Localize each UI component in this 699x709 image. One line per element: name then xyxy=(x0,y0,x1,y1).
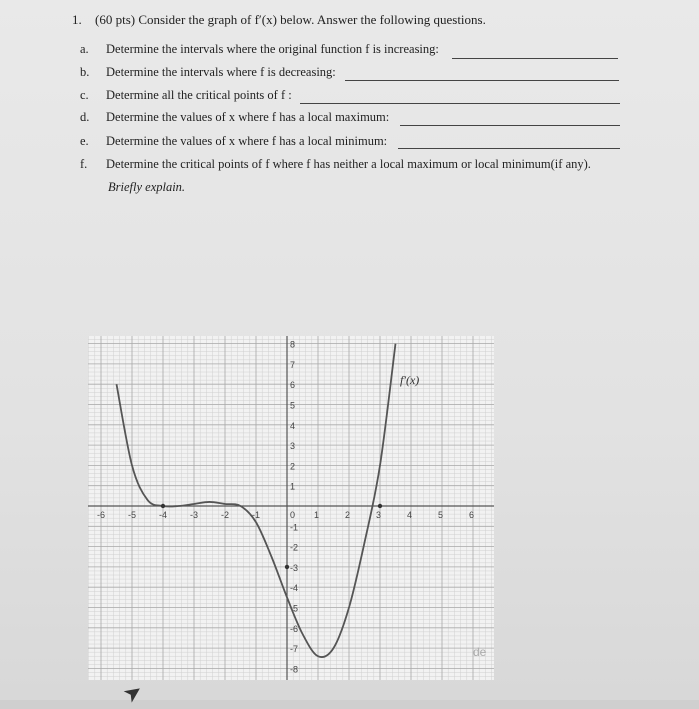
answer-blank-d[interactable] xyxy=(400,125,620,126)
item-text: Determine the critical points of f where f has neither a local maximum or local minimum(if any). xyxy=(106,157,591,171)
y-tick-label: -8 xyxy=(290,664,299,675)
item-letter: b. xyxy=(80,65,90,79)
y-tick-label: 6 xyxy=(290,380,296,391)
y-tick-label: -3 xyxy=(290,562,299,573)
y-tick-label: 5 xyxy=(290,400,296,411)
x-tick-label: 3 xyxy=(376,510,382,520)
cursor-arrow-icon: ➤ xyxy=(118,677,148,709)
item-letter: d. xyxy=(80,110,90,124)
y-tick-label: -4 xyxy=(290,583,299,594)
item-text: Determine the values of x where f has a local maximum: xyxy=(106,110,390,124)
x-tick-label: -4 xyxy=(159,510,168,520)
item-f xyxy=(80,157,591,172)
x-tick-label: 0 xyxy=(290,510,296,520)
item-b xyxy=(80,65,336,80)
marked-point xyxy=(378,504,382,508)
question-text: (60 pts) Consider the graph of f′(x) below. Answer the following questions. xyxy=(95,12,486,27)
item-letter: e. xyxy=(80,134,89,148)
item-text: Determine all the critical points of f : xyxy=(106,88,292,102)
item-text: Determine the intervals where f is decreasing: xyxy=(106,65,336,79)
y-tick-label: 8 xyxy=(290,339,296,350)
item-d xyxy=(80,110,389,125)
answer-blank-b[interactable] xyxy=(345,80,619,81)
item-letter: a. xyxy=(80,42,89,56)
item-a xyxy=(80,42,439,57)
item-letter: f. xyxy=(80,157,88,171)
x-tick-label: 6 xyxy=(469,510,475,520)
y-tick-label: -6 xyxy=(290,623,299,634)
question-number: 1. xyxy=(72,12,82,27)
answer-blank-a[interactable] xyxy=(452,58,618,59)
y-tick-label: -1 xyxy=(290,522,299,533)
x-tick-label: 2 xyxy=(345,510,351,520)
answer-blank-c[interactable] xyxy=(300,103,620,104)
explain-instruction: Briefly explain. xyxy=(108,180,186,194)
derivative-graph xyxy=(88,336,494,685)
x-tick-label: 4 xyxy=(407,510,413,520)
x-tick-label: -3 xyxy=(190,510,199,520)
y-tick-label: 3 xyxy=(290,441,296,452)
y-tick-label: -5 xyxy=(290,603,299,614)
item-text: Determine the values of x where f has a local minimum: xyxy=(106,134,388,148)
x-tick-label: 5 xyxy=(438,510,444,520)
item-c xyxy=(80,88,292,103)
y-tick-label: 1 xyxy=(290,481,296,492)
x-tick-label: 1 xyxy=(314,510,320,520)
watermark-text: de xyxy=(473,645,487,659)
curve-label: f′(x) xyxy=(400,373,420,387)
y-tick-label: 2 xyxy=(290,461,296,472)
y-tick-label: -7 xyxy=(290,644,299,655)
item-text: Determine the intervals where the original function f is increasing: xyxy=(106,42,439,56)
y-tick-label: -2 xyxy=(290,542,299,553)
item-letter: c. xyxy=(80,88,89,102)
answer-blank-e[interactable] xyxy=(398,148,620,149)
y-tick-label: 7 xyxy=(290,359,296,370)
question-header xyxy=(72,12,486,28)
x-tick-label: -1 xyxy=(252,510,261,520)
item-e xyxy=(80,134,387,149)
marked-point xyxy=(161,504,165,508)
x-tick-label: -2 xyxy=(221,510,230,520)
graph-svg xyxy=(88,336,494,680)
x-tick-label: -6 xyxy=(97,510,106,520)
x-tick-label: -5 xyxy=(128,510,137,520)
marked-point xyxy=(285,565,289,569)
y-tick-label: 4 xyxy=(290,420,296,431)
